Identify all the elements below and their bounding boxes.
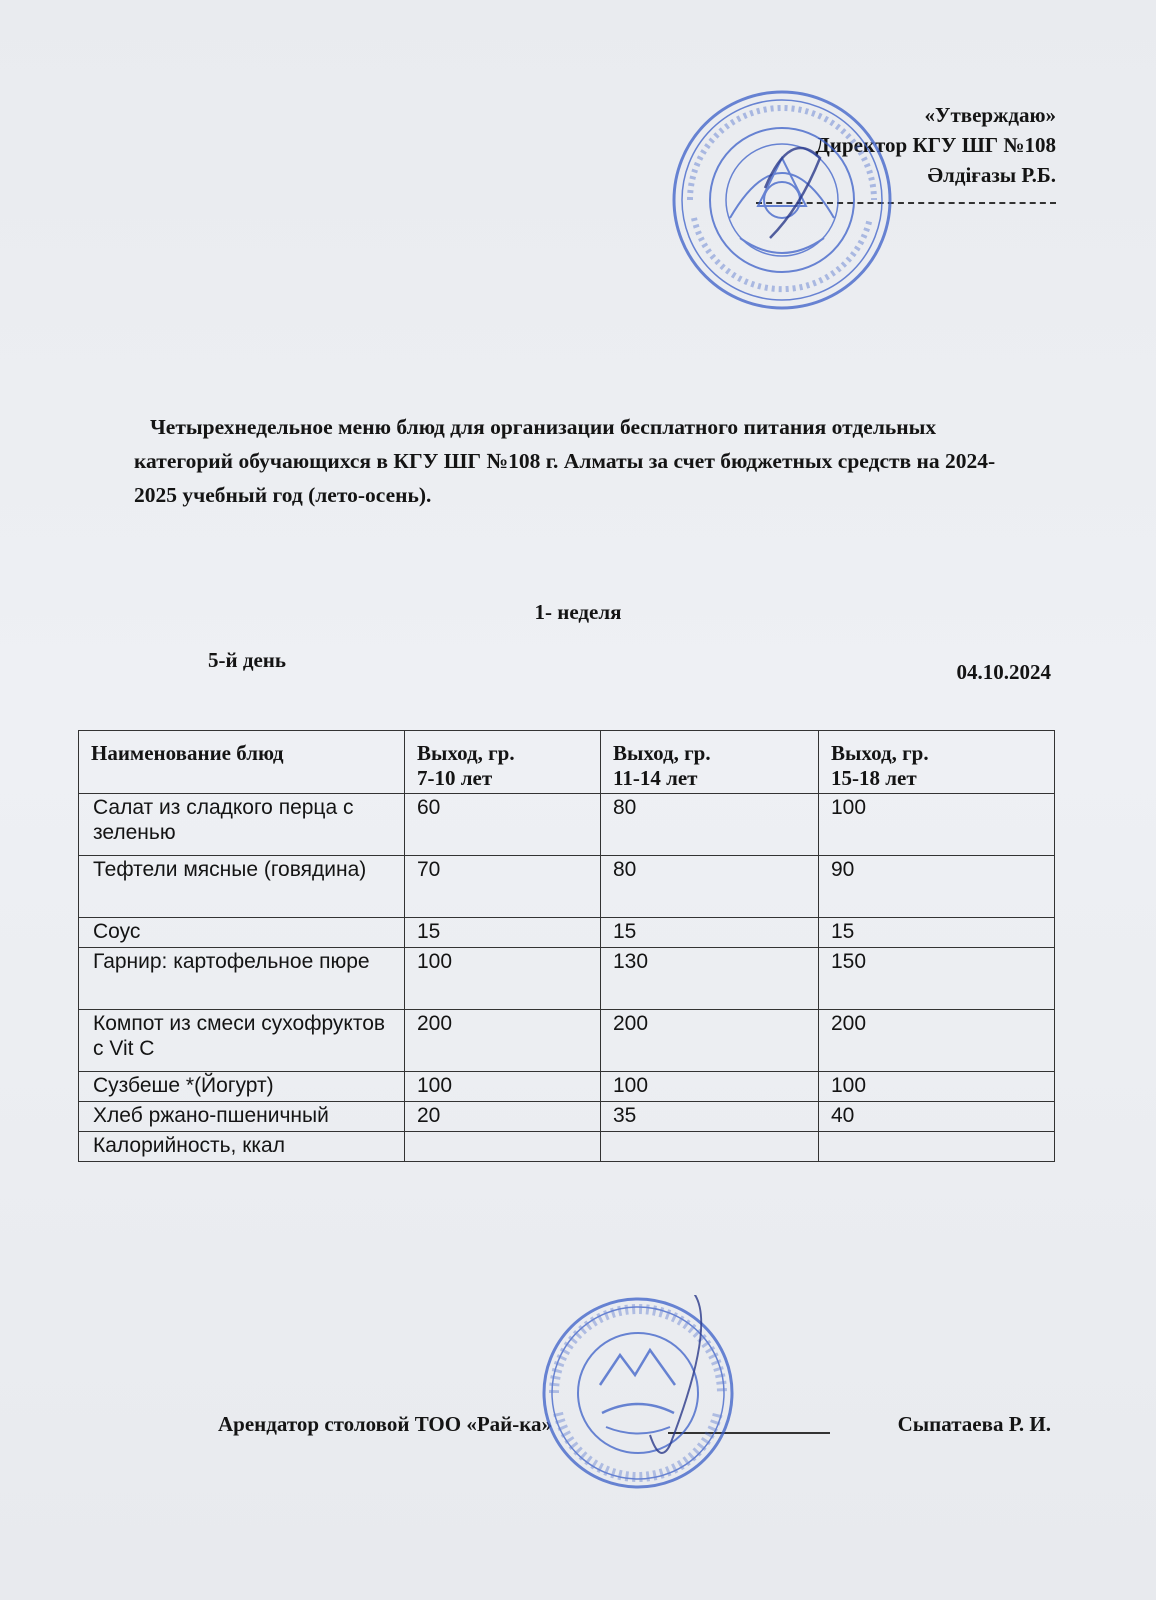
menu-table — [78, 730, 1055, 1162]
date-label: 04.10.2024 — [956, 660, 1051, 684]
dish-name: Соус — [79, 918, 405, 948]
dish-name: Тефтели мясные (говядина) — [79, 856, 405, 918]
header-yield-11-14: Выход, гр. 11-14 лет — [601, 731, 819, 794]
yield-7-10 — [405, 1132, 601, 1162]
yield-15-18 — [819, 1132, 1055, 1162]
yield-7-10: 200 — [405, 1010, 601, 1072]
yield-7-10: 20 — [405, 1102, 601, 1132]
yield-11-14: 200 — [601, 1010, 819, 1072]
approval-line-1: «Утверждаю» — [924, 103, 1056, 127]
yield-11-14: 80 — [601, 794, 819, 856]
dish-name: Салат из сладкого перца с зеленью — [79, 794, 405, 856]
table-row — [79, 794, 1055, 856]
table-row — [79, 948, 1055, 1010]
yield-7-10: 15 — [405, 918, 601, 948]
yield-11-14: 15 — [601, 918, 819, 948]
header-dish-name: Наименование блюд — [79, 731, 405, 794]
table-row — [79, 918, 1055, 948]
footer-tenant: Арендатор столовой ТОО «Рай-ка» — [218, 1412, 553, 1436]
official-seal-icon — [670, 88, 894, 312]
company-seal-icon — [540, 1295, 736, 1491]
yield-7-10: 70 — [405, 856, 601, 918]
yield-15-18: 90 — [819, 856, 1055, 918]
day-label: 5-й день — [208, 648, 286, 672]
approval-line-2: Директор КГУ ШГ №108 — [815, 133, 1056, 157]
footer-signatory: Сыпатаева Р. И. — [897, 1412, 1051, 1436]
dish-name: Гарнир: картофельное пюре — [79, 948, 405, 1010]
document-title: Четырехнедельное меню блюд для организации бесплатного питания отдельных категорий обучающихся в КГУ ШГ №108 г. Алматы за счет бюджетных средств на 2024-2025 учебный год (лето-осень). — [134, 415, 996, 507]
approval-line-3: Әлдіғазы Р.Б. — [927, 163, 1056, 187]
dish-name: Сузбеше *(Йогурт) — [79, 1072, 405, 1102]
header-yield-7-10: Выход, гр. 7-10 лет — [405, 731, 601, 794]
yield-15-18: 15 — [819, 918, 1055, 948]
yield-7-10: 100 — [405, 948, 601, 1010]
yield-15-18: 200 — [819, 1010, 1055, 1072]
table-row — [79, 1072, 1055, 1102]
yield-11-14: 35 — [601, 1102, 819, 1132]
yield-11-14: 100 — [601, 1072, 819, 1102]
yield-15-18: 100 — [819, 1072, 1055, 1102]
yield-15-18: 40 — [819, 1102, 1055, 1132]
table-row — [79, 1132, 1055, 1162]
yield-7-10: 60 — [405, 794, 601, 856]
header-yield-15-18: Выход, гр. 15-18 лет — [819, 731, 1055, 794]
yield-7-10: 100 — [405, 1072, 601, 1102]
table-row — [79, 1102, 1055, 1132]
yield-11-14 — [601, 1132, 819, 1162]
dish-name: Калорийность, ккал — [79, 1132, 405, 1162]
yield-11-14: 80 — [601, 856, 819, 918]
table-row — [79, 1010, 1055, 1072]
table-row — [79, 856, 1055, 918]
yield-15-18: 150 — [819, 948, 1055, 1010]
table-header-row — [79, 731, 1055, 794]
yield-11-14: 130 — [601, 948, 819, 1010]
yield-15-18: 100 — [819, 794, 1055, 856]
dish-name: Компот из смеси сухофруктов с Vit C — [79, 1010, 405, 1072]
week-label: 1- неделя — [534, 600, 622, 624]
dish-name: Хлеб ржано-пшеничный — [79, 1102, 405, 1132]
